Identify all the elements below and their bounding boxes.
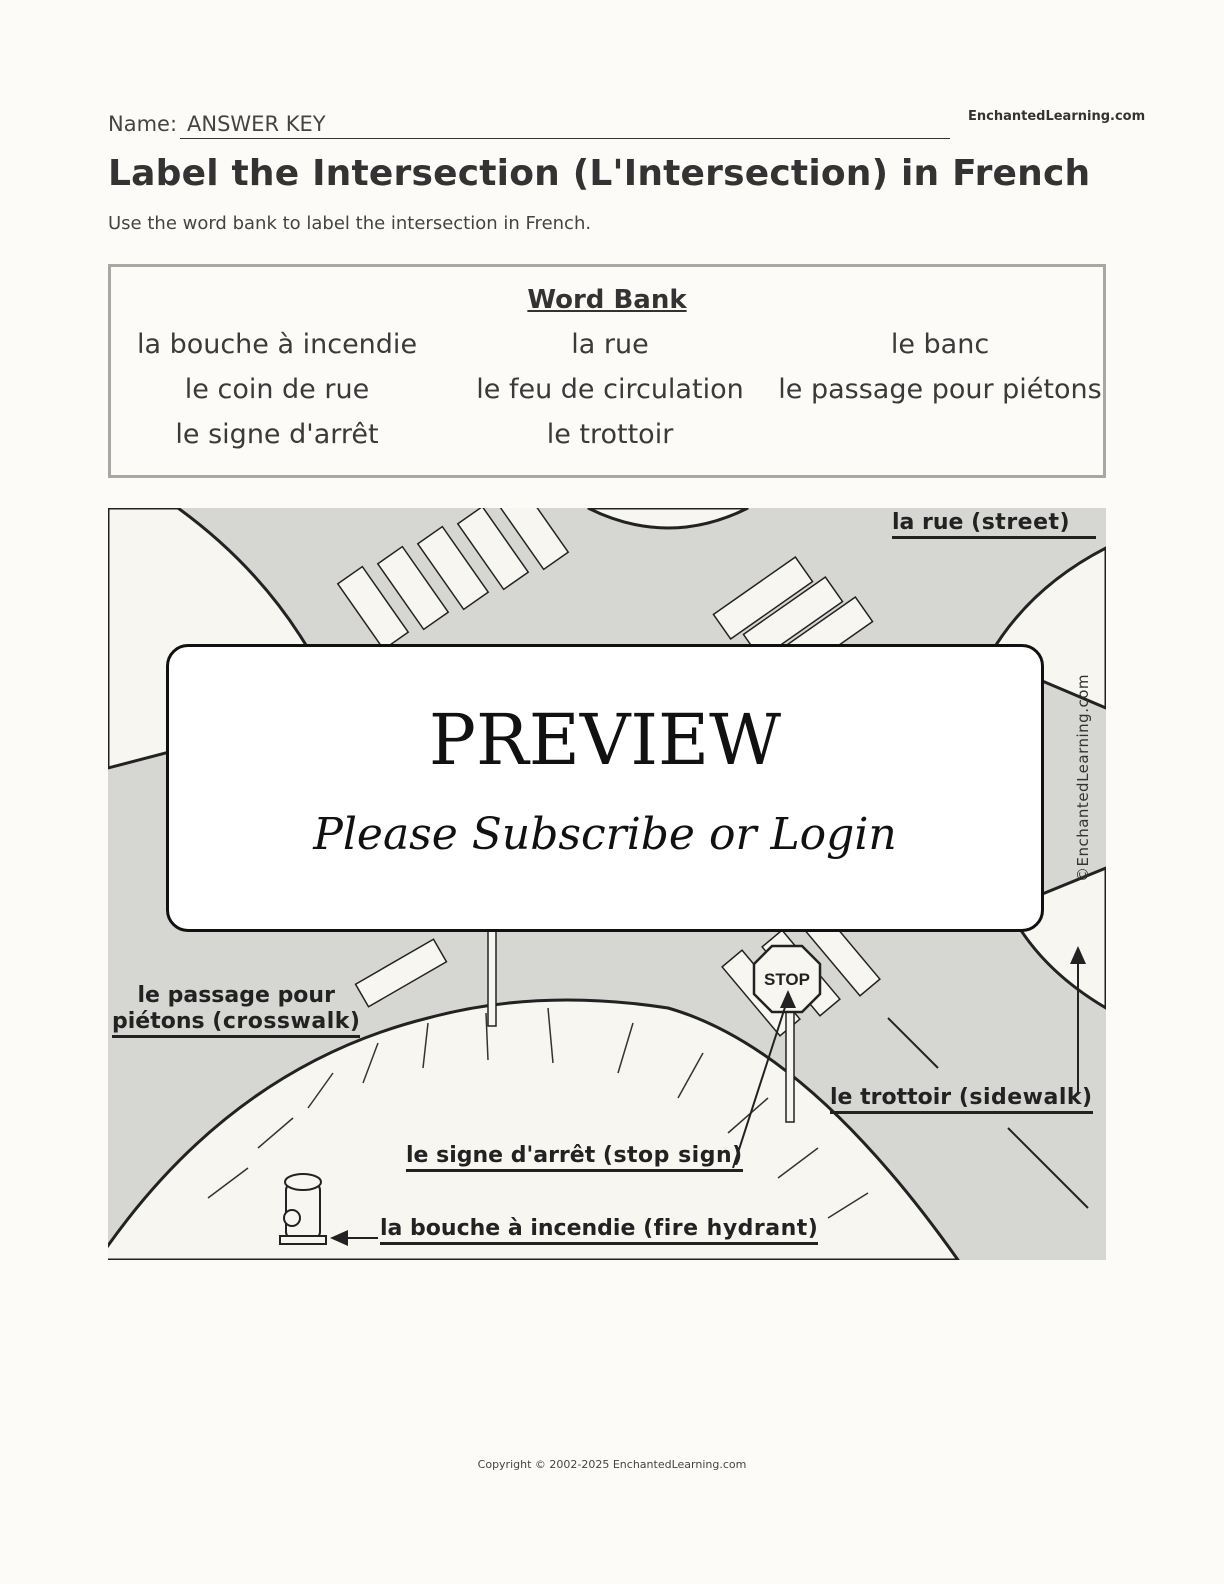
site-name: EnchantedLearning.com [968,109,1146,124]
name-value: ANSWER KEY [187,112,326,136]
word-bank-item: la bouche à incendie [136,329,418,360]
stop-sign-label: STOP [764,970,810,989]
word-bank-item: le banc [890,329,990,360]
label-rue: la rue (street) [892,510,1096,539]
footer-copyright: Copyright © 2002-2025 EnchantedLearning.com [477,1458,747,1471]
word-bank [108,264,1106,478]
word-bank-item: le signe d'arrêt [175,419,379,450]
page-title: Label the Intersection (L'Intersection) in French [108,153,1091,194]
word-bank-item: le coin de rue [184,374,370,405]
instructions: Use the word bank to label the intersection in French. [108,213,592,234]
preview-overlay[interactable] [166,644,1044,932]
label-signe-darret: le signe d'arrêt (stop sign) [406,1143,743,1172]
label-passage-pour-pietons: le passage pour piétons (crosswalk) [112,983,360,1038]
name-underline [180,138,950,139]
label-trottoir: le trottoir (sidewalk) [830,1085,1093,1114]
word-bank-item: le passage pour piétons [778,374,1102,405]
preview-title: PREVIEW [428,699,782,781]
label-bouche-a-incendie: la bouche à incendie (fire hydrant) [380,1216,818,1245]
word-bank-item: le trottoir [546,419,674,450]
word-bank-item: la rue [571,329,649,360]
word-bank-item: le feu de circulation [476,374,744,405]
name-row [108,110,950,140]
name-label: Name: [108,112,178,136]
word-bank-title: Word Bank [527,285,687,315]
preview-subtitle[interactable]: Please Subscribe or Login [313,809,897,860]
vertical-watermark: ©EnchantedLearning.com [1074,674,1092,882]
